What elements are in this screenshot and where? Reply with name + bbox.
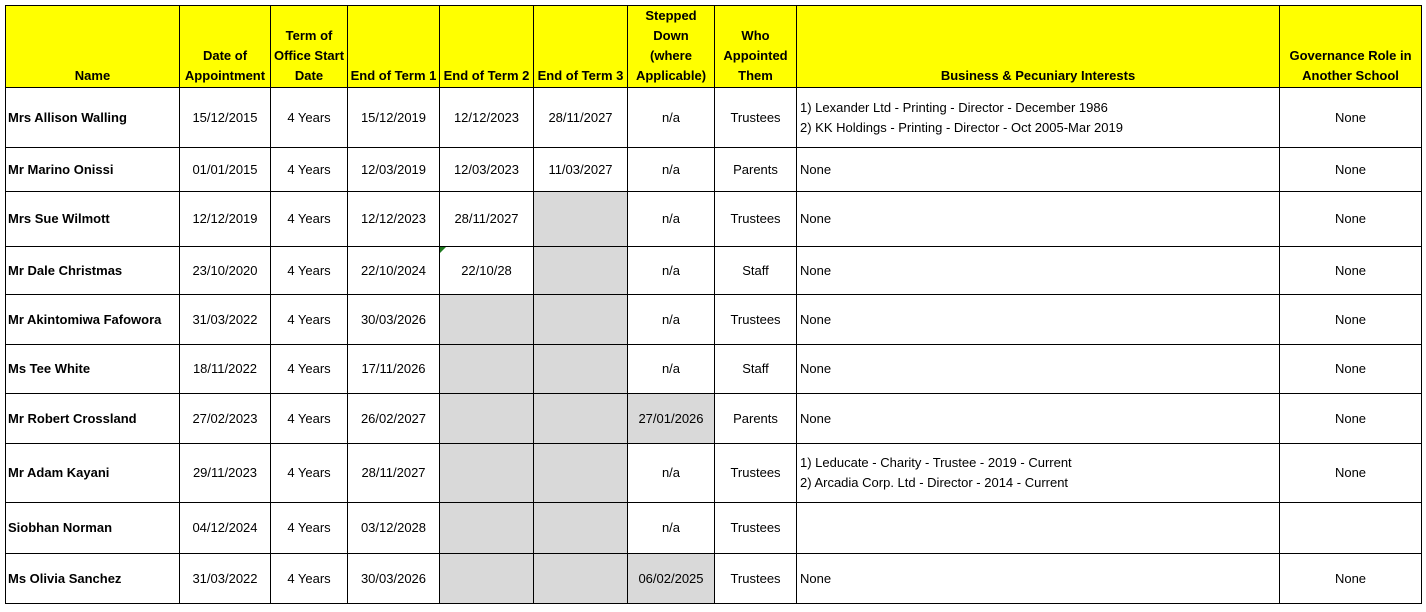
cell-term-start[interactable]: [271, 192, 348, 247]
cell-stepped-down-text: 06/02/2025: [638, 570, 704, 586]
cell-stepped-down-text: n/a: [661, 311, 681, 327]
cell-who-appointed-text: Trustees: [730, 311, 781, 327]
cell-governance[interactable]: [1280, 345, 1422, 394]
cell-end-term-1[interactable]: [348, 247, 440, 295]
cell-stepped-down[interactable]: [628, 345, 715, 394]
cell-interests[interactable]: [797, 345, 1280, 394]
interest-line: 1) Leducate - Charity - Trustee - 2019 - Current: [800, 455, 1072, 470]
cell-end-term-2[interactable]: [440, 192, 534, 247]
cell-name-text: Mr Dale Christmas: [8, 262, 123, 278]
table-row: [6, 148, 1422, 192]
cell-end-term-2[interactable]: [440, 394, 534, 444]
cell-governance-text: None: [1334, 465, 1367, 480]
cell-name-text: Ms Olivia Sanchez: [8, 570, 122, 586]
cell-end-term-1-text: 17/11/2026: [361, 361, 426, 376]
table-row: [6, 394, 1422, 444]
cell-governance[interactable]: [1280, 554, 1422, 604]
cell-governance[interactable]: [1280, 444, 1422, 503]
cell-end-term-1[interactable]: [348, 148, 440, 192]
header-stepped-down[interactable]: Stepped Down (where Applicable): [628, 6, 715, 88]
cell-stepped-down[interactable]: [628, 192, 715, 247]
interest-line: None: [800, 161, 832, 177]
table-row: [6, 345, 1422, 394]
cell-interests[interactable]: [797, 295, 1280, 345]
cell-end-term-1-text: 22/10/2024: [360, 262, 427, 278]
cell-end-term-1-text: 12/03/2019: [360, 161, 427, 177]
cell-end-term-2[interactable]: [440, 444, 534, 503]
header-interests[interactable]: Business & Pecuniary Interests: [797, 6, 1280, 88]
cell-stepped-down-text: n/a: [661, 520, 681, 535]
cell-who-appointed[interactable]: [715, 295, 797, 345]
header-name[interactable]: Name: [6, 6, 180, 88]
cell-name-text: Ms Tee White: [8, 361, 91, 376]
cell-term-start-text: 4 Years: [287, 311, 331, 327]
cell-term-start-text: 4 Years: [287, 410, 331, 426]
cell-end-term-3[interactable]: [534, 295, 628, 345]
cell-governance-text: None: [1334, 410, 1367, 426]
cell-governance[interactable]: [1280, 148, 1422, 192]
cell-term-start[interactable]: [271, 247, 348, 295]
cell-name[interactable]: [6, 394, 180, 444]
cell-end-term-1-text: 15/12/2019: [360, 109, 427, 125]
interest-line: 1) Lexander Ltd - Printing - Director - December 1986: [800, 99, 1108, 115]
cell-stepped-down[interactable]: [628, 444, 715, 503]
cell-date-appointment[interactable]: [180, 444, 271, 503]
cell-date-appointment-text: 18/11/2022: [192, 361, 258, 376]
cell-end-term-1[interactable]: [348, 394, 440, 444]
cell-end-term-2[interactable]: [440, 345, 534, 394]
table-row: [6, 295, 1422, 345]
interest-line: 2) Arcadia Corp. Ltd - Director - 2014 - Current: [800, 475, 1069, 490]
cell-end-term-1-text: 26/02/2027: [360, 410, 427, 426]
table-row: [6, 247, 1422, 295]
cell-governance[interactable]: [1280, 503, 1422, 554]
interest-line: None: [800, 211, 832, 226]
cell-governance-text: None: [1334, 109, 1367, 125]
cell-who-appointed[interactable]: [715, 394, 797, 444]
cell-date-appointment-text: 15/12/2015: [192, 109, 258, 125]
cell-who-appointed[interactable]: [715, 148, 797, 192]
cell-date-appointment[interactable]: [180, 247, 271, 295]
cell-end-term-3[interactable]: [534, 148, 628, 192]
cell-end-term-3-text: 11/03/2027: [548, 161, 613, 177]
cell-date-appointment[interactable]: [180, 148, 271, 192]
cell-end-term-1[interactable]: [348, 88, 440, 148]
cell-governance[interactable]: [1280, 295, 1422, 345]
cell-date-appointment-text: 31/03/2022: [192, 311, 258, 327]
cell-date-appointment-text: 23/10/2020: [192, 262, 258, 278]
cell-name[interactable]: [6, 503, 180, 554]
cell-who-appointed[interactable]: [715, 345, 797, 394]
cell-date-appointment-text: 27/02/2023: [192, 410, 258, 426]
table-row: [6, 554, 1422, 604]
cell-date-appointment[interactable]: [180, 295, 271, 345]
cell-who-appointed[interactable]: [715, 554, 797, 604]
table-row: [6, 444, 1422, 503]
interest-line: None: [800, 311, 832, 327]
cell-name-text: Siobhan Norman: [8, 520, 113, 535]
header-date-appointment[interactable]: Date of Appointment: [180, 6, 271, 88]
cell-end-term-2-text: 28/11/2027: [454, 211, 519, 226]
cell-name-text: Mr Marino Onissi: [8, 161, 114, 177]
cell-end-term-1-text: 30/03/2026: [360, 311, 427, 327]
cell-stepped-down[interactable]: [628, 148, 715, 192]
cell-who-appointed-text: Trustees: [730, 570, 781, 586]
cell-term-start-text: 4 Years: [287, 161, 331, 177]
cell-end-term-2-text: 12/12/2023: [453, 109, 520, 125]
cell-end-term-2[interactable]: [440, 503, 534, 554]
interest-line: None: [800, 262, 832, 278]
cell-stepped-down-text: 27/01/2026: [638, 410, 704, 426]
cell-interests[interactable]: [797, 247, 1280, 295]
cell-stepped-down[interactable]: [628, 394, 715, 444]
cell-who-appointed-text: Trustees: [730, 465, 781, 480]
cell-end-term-1[interactable]: [348, 345, 440, 394]
cell-end-term-1[interactable]: [348, 444, 440, 503]
header-end-term-1[interactable]: End of Term 1: [348, 6, 440, 88]
cell-stepped-down-text: n/a: [661, 161, 681, 177]
cell-governance[interactable]: [1280, 192, 1422, 247]
interest-line: 2) KK Holdings - Printing - Director - Oct 2005-Mar 2019: [800, 119, 1123, 135]
cell-date-appointment[interactable]: [180, 554, 271, 604]
cell-who-appointed-text: Trustees: [730, 211, 781, 226]
cell-end-term-3[interactable]: [534, 503, 628, 554]
cell-end-term-1[interactable]: [348, 503, 440, 554]
cell-who-appointed-text: Trustees: [730, 520, 781, 535]
cell-who-appointed-text: Staff: [742, 262, 769, 278]
header-governance[interactable]: Governance Role in Another School: [1280, 6, 1422, 88]
cell-governance[interactable]: [1280, 247, 1422, 295]
cell-term-start[interactable]: [271, 88, 348, 148]
cell-governance-text: None: [1334, 211, 1367, 226]
cell-who-appointed-text: Parents: [733, 161, 778, 177]
cell-stepped-down[interactable]: [628, 554, 715, 604]
cell-stepped-down[interactable]: [628, 247, 715, 295]
cell-interests[interactable]: [797, 148, 1280, 192]
cell-end-term-2[interactable]: [440, 295, 534, 345]
cell-term-start-text: 4 Years: [287, 109, 331, 125]
header-row: [6, 6, 1422, 88]
table-row: [6, 503, 1422, 554]
cell-term-start[interactable]: [271, 503, 348, 554]
cell-who-appointed-text: Staff: [742, 361, 769, 376]
cell-interests[interactable]: [797, 394, 1280, 444]
cell-governance-text: None: [1334, 570, 1367, 586]
cell-stepped-down-text: n/a: [661, 465, 681, 480]
header-end-term-3[interactable]: End of Term 3: [534, 6, 628, 88]
table-row: [6, 192, 1422, 247]
cell-stepped-down-text: n/a: [661, 262, 681, 278]
cell-name-text: Mr Akintomiwa Fafowora: [8, 311, 162, 327]
cell-governance[interactable]: [1280, 88, 1422, 148]
cell-who-appointed[interactable]: [715, 503, 797, 554]
cell-interests[interactable]: [797, 554, 1280, 604]
cell-end-term-2[interactable]: [440, 247, 534, 295]
interest-line: None: [800, 570, 832, 586]
cell-end-term-3-text: 28/11/2027: [548, 109, 613, 125]
cell-end-term-3[interactable]: [534, 88, 628, 148]
cell-date-appointment[interactable]: [180, 345, 271, 394]
cell-name-text: Mrs Allison Walling: [8, 109, 127, 125]
header-who-appointed[interactable]: Who Appointed Them: [715, 6, 797, 88]
cell-term-start[interactable]: [271, 554, 348, 604]
interest-line: None: [800, 361, 832, 376]
cell-name-text: Mrs Sue Wilmott: [8, 211, 110, 226]
cell-stepped-down-text: n/a: [661, 361, 681, 376]
header-term-start[interactable]: Term of Office Start Date: [271, 6, 348, 88]
cell-governance-text: None: [1334, 262, 1367, 278]
cell-name[interactable]: [6, 444, 180, 503]
cell-end-term-2[interactable]: [440, 554, 534, 604]
cell-end-term-3[interactable]: [534, 554, 628, 604]
cell-end-term-3[interactable]: [534, 247, 628, 295]
cell-name[interactable]: [6, 88, 180, 148]
cell-who-appointed-text: Trustees: [730, 109, 781, 125]
cell-interests[interactable]: [797, 503, 1280, 554]
note-marker-icon: [440, 247, 446, 253]
cell-term-start[interactable]: [271, 295, 348, 345]
cell-name[interactable]: [6, 192, 180, 247]
cell-term-start-text: 4 Years: [287, 570, 331, 586]
cell-end-term-2[interactable]: [440, 88, 534, 148]
cell-date-appointment[interactable]: [180, 394, 271, 444]
cell-term-start-text: 4 Years: [287, 262, 331, 278]
cell-who-appointed[interactable]: [715, 444, 797, 503]
cell-end-term-3[interactable]: [534, 345, 628, 394]
cell-end-term-1-text: 03/12/2028: [360, 520, 427, 535]
cell-name[interactable]: [6, 148, 180, 192]
cell-stepped-down[interactable]: [628, 503, 715, 554]
cell-end-term-1[interactable]: [348, 192, 440, 247]
cell-date-appointment[interactable]: [180, 88, 271, 148]
cell-name[interactable]: [6, 554, 180, 604]
cell-stepped-down[interactable]: [628, 88, 715, 148]
governors-table: [5, 5, 1422, 604]
cell-end-term-1-text: 12/12/2023: [360, 211, 427, 226]
cell-term-start[interactable]: [271, 444, 348, 503]
cell-term-start[interactable]: [271, 345, 348, 394]
cell-term-start-text: 4 Years: [287, 520, 331, 535]
cell-end-term-2-text: 22/10/28: [461, 262, 512, 278]
cell-end-term-3[interactable]: [534, 394, 628, 444]
cell-governance-text: None: [1334, 361, 1367, 376]
cell-date-appointment-text: 29/11/2023: [192, 465, 258, 480]
cell-date-appointment-text: 01/01/2015: [192, 161, 258, 177]
cell-term-start-text: 4 Years: [287, 465, 331, 480]
cell-governance[interactable]: [1280, 394, 1422, 444]
cell-who-appointed[interactable]: [715, 192, 797, 247]
cell-date-appointment-text: 04/12/2024: [192, 520, 258, 535]
cell-stepped-down[interactable]: [628, 295, 715, 345]
cell-interests[interactable]: [797, 192, 1280, 247]
cell-date-appointment-text: 12/12/2019: [192, 211, 258, 226]
cell-who-appointed[interactable]: [715, 247, 797, 295]
table-row: [6, 88, 1422, 148]
cell-date-appointment[interactable]: [180, 503, 271, 554]
cell-interests[interactable]: [797, 88, 1280, 148]
cell-name[interactable]: [6, 247, 180, 295]
cell-end-term-1[interactable]: [348, 295, 440, 345]
cell-name[interactable]: [6, 345, 180, 394]
cell-term-start[interactable]: [271, 394, 348, 444]
cell-end-term-3[interactable]: [534, 192, 628, 247]
cell-term-start-text: 4 Years: [287, 361, 331, 376]
cell-governance-text: None: [1334, 311, 1367, 327]
cell-governance-text: None: [1334, 161, 1367, 177]
cell-who-appointed-text: Parents: [733, 410, 778, 426]
cell-end-term-1-text: 30/03/2026: [360, 570, 427, 586]
header-end-term-2[interactable]: End of Term 2: [440, 6, 534, 88]
cell-end-term-2-text: 12/03/2023: [453, 161, 520, 177]
cell-name-text: Mr Adam Kayani: [8, 465, 110, 480]
cell-interests[interactable]: [797, 444, 1280, 503]
cell-end-term-3[interactable]: [534, 444, 628, 503]
cell-end-term-2[interactable]: [440, 148, 534, 192]
cell-term-start[interactable]: [271, 148, 348, 192]
interest-line: None: [800, 410, 832, 426]
cell-date-appointment[interactable]: [180, 192, 271, 247]
cell-term-start-text: 4 Years: [287, 211, 331, 226]
cell-end-term-1-text: 28/11/2027: [361, 465, 426, 480]
cell-name-text: Mr Robert Crossland: [8, 410, 137, 426]
cell-stepped-down-text: n/a: [661, 109, 681, 125]
cell-end-term-1[interactable]: [348, 554, 440, 604]
cell-date-appointment-text: 31/03/2022: [192, 570, 258, 586]
cell-who-appointed[interactable]: [715, 88, 797, 148]
cell-stepped-down-text: n/a: [661, 211, 681, 226]
cell-name[interactable]: [6, 295, 180, 345]
